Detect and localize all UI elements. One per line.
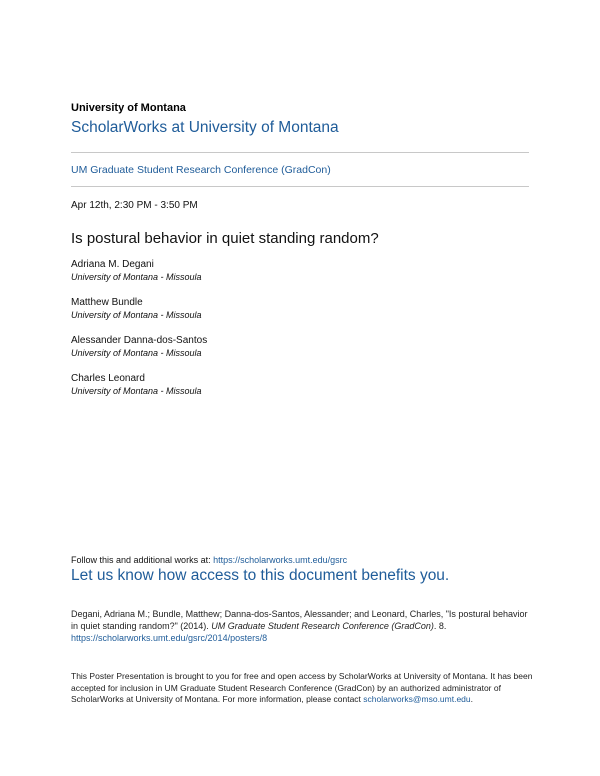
author-entry bbox=[71, 334, 207, 359]
follow-link[interactable]: https://scholarworks.umt.edu/gsrc bbox=[213, 555, 348, 565]
citation bbox=[71, 608, 531, 644]
site-name-link[interactable]: ScholarWorks at University of Montana bbox=[71, 119, 339, 136]
divider bbox=[71, 186, 529, 187]
author-name: Alessander Danna-dos-Santos bbox=[71, 335, 208, 346]
access-notice bbox=[71, 671, 533, 706]
notice-text: This Poster Presentation is brought to you for free and open access by ScholarWorks at University of Montana. It has been accepted for inclusion in UM Graduate Student Research Conference (GradCon) by an authorized administrator of ScholarWorks at University of Montana. For more information, please contact bbox=[71, 671, 533, 704]
contact-email-link[interactable]: scholarworks@mso.umt.edu bbox=[363, 694, 471, 704]
author-affiliation: University of Montana - Missoula bbox=[71, 386, 202, 396]
citation-text: Degani, Adriana M.; Bundle, Matthew; Danna-dos-Santos, Alessander; and Leonard, Charles, "Is postural behavior in quiet standing random?" (2014). bbox=[71, 609, 528, 631]
follow-label: Follow this and additional works at: bbox=[71, 555, 214, 565]
author-affiliation: University of Montana - Missoula bbox=[71, 310, 202, 320]
citation-journal: UM Graduate Student Research Conference (GradCon) bbox=[211, 621, 434, 631]
author-affiliation: University of Montana - Missoula bbox=[71, 348, 202, 358]
citation-link[interactable]: https://scholarworks.umt.edu/gsrc/2014/posters/8 bbox=[71, 633, 268, 643]
document-title: Is postural behavior in quiet standing random? bbox=[71, 230, 379, 247]
follow-line bbox=[71, 555, 347, 565]
divider bbox=[71, 152, 529, 153]
author-affiliation: University of Montana - Missoula bbox=[71, 272, 202, 282]
author-name: Adriana M. Degani bbox=[71, 259, 154, 270]
citation-suffix: . 8. bbox=[433, 621, 447, 631]
author-entry bbox=[71, 296, 207, 321]
author-list bbox=[71, 258, 207, 410]
university-name: University of Montana bbox=[71, 102, 186, 114]
author-entry bbox=[71, 372, 207, 397]
event-date: Apr 12th, 2:30 PM - 3:50 PM bbox=[71, 200, 198, 211]
author-entry bbox=[71, 258, 207, 283]
notice-end: . bbox=[470, 694, 474, 704]
series-link[interactable]: UM Graduate Student Research Conference (GradCon) bbox=[71, 164, 331, 176]
author-name: Matthew Bundle bbox=[71, 297, 143, 308]
feedback-link[interactable]: Let us know how access to this document benefits you. bbox=[71, 567, 450, 584]
author-name: Charles Leonard bbox=[71, 373, 145, 384]
